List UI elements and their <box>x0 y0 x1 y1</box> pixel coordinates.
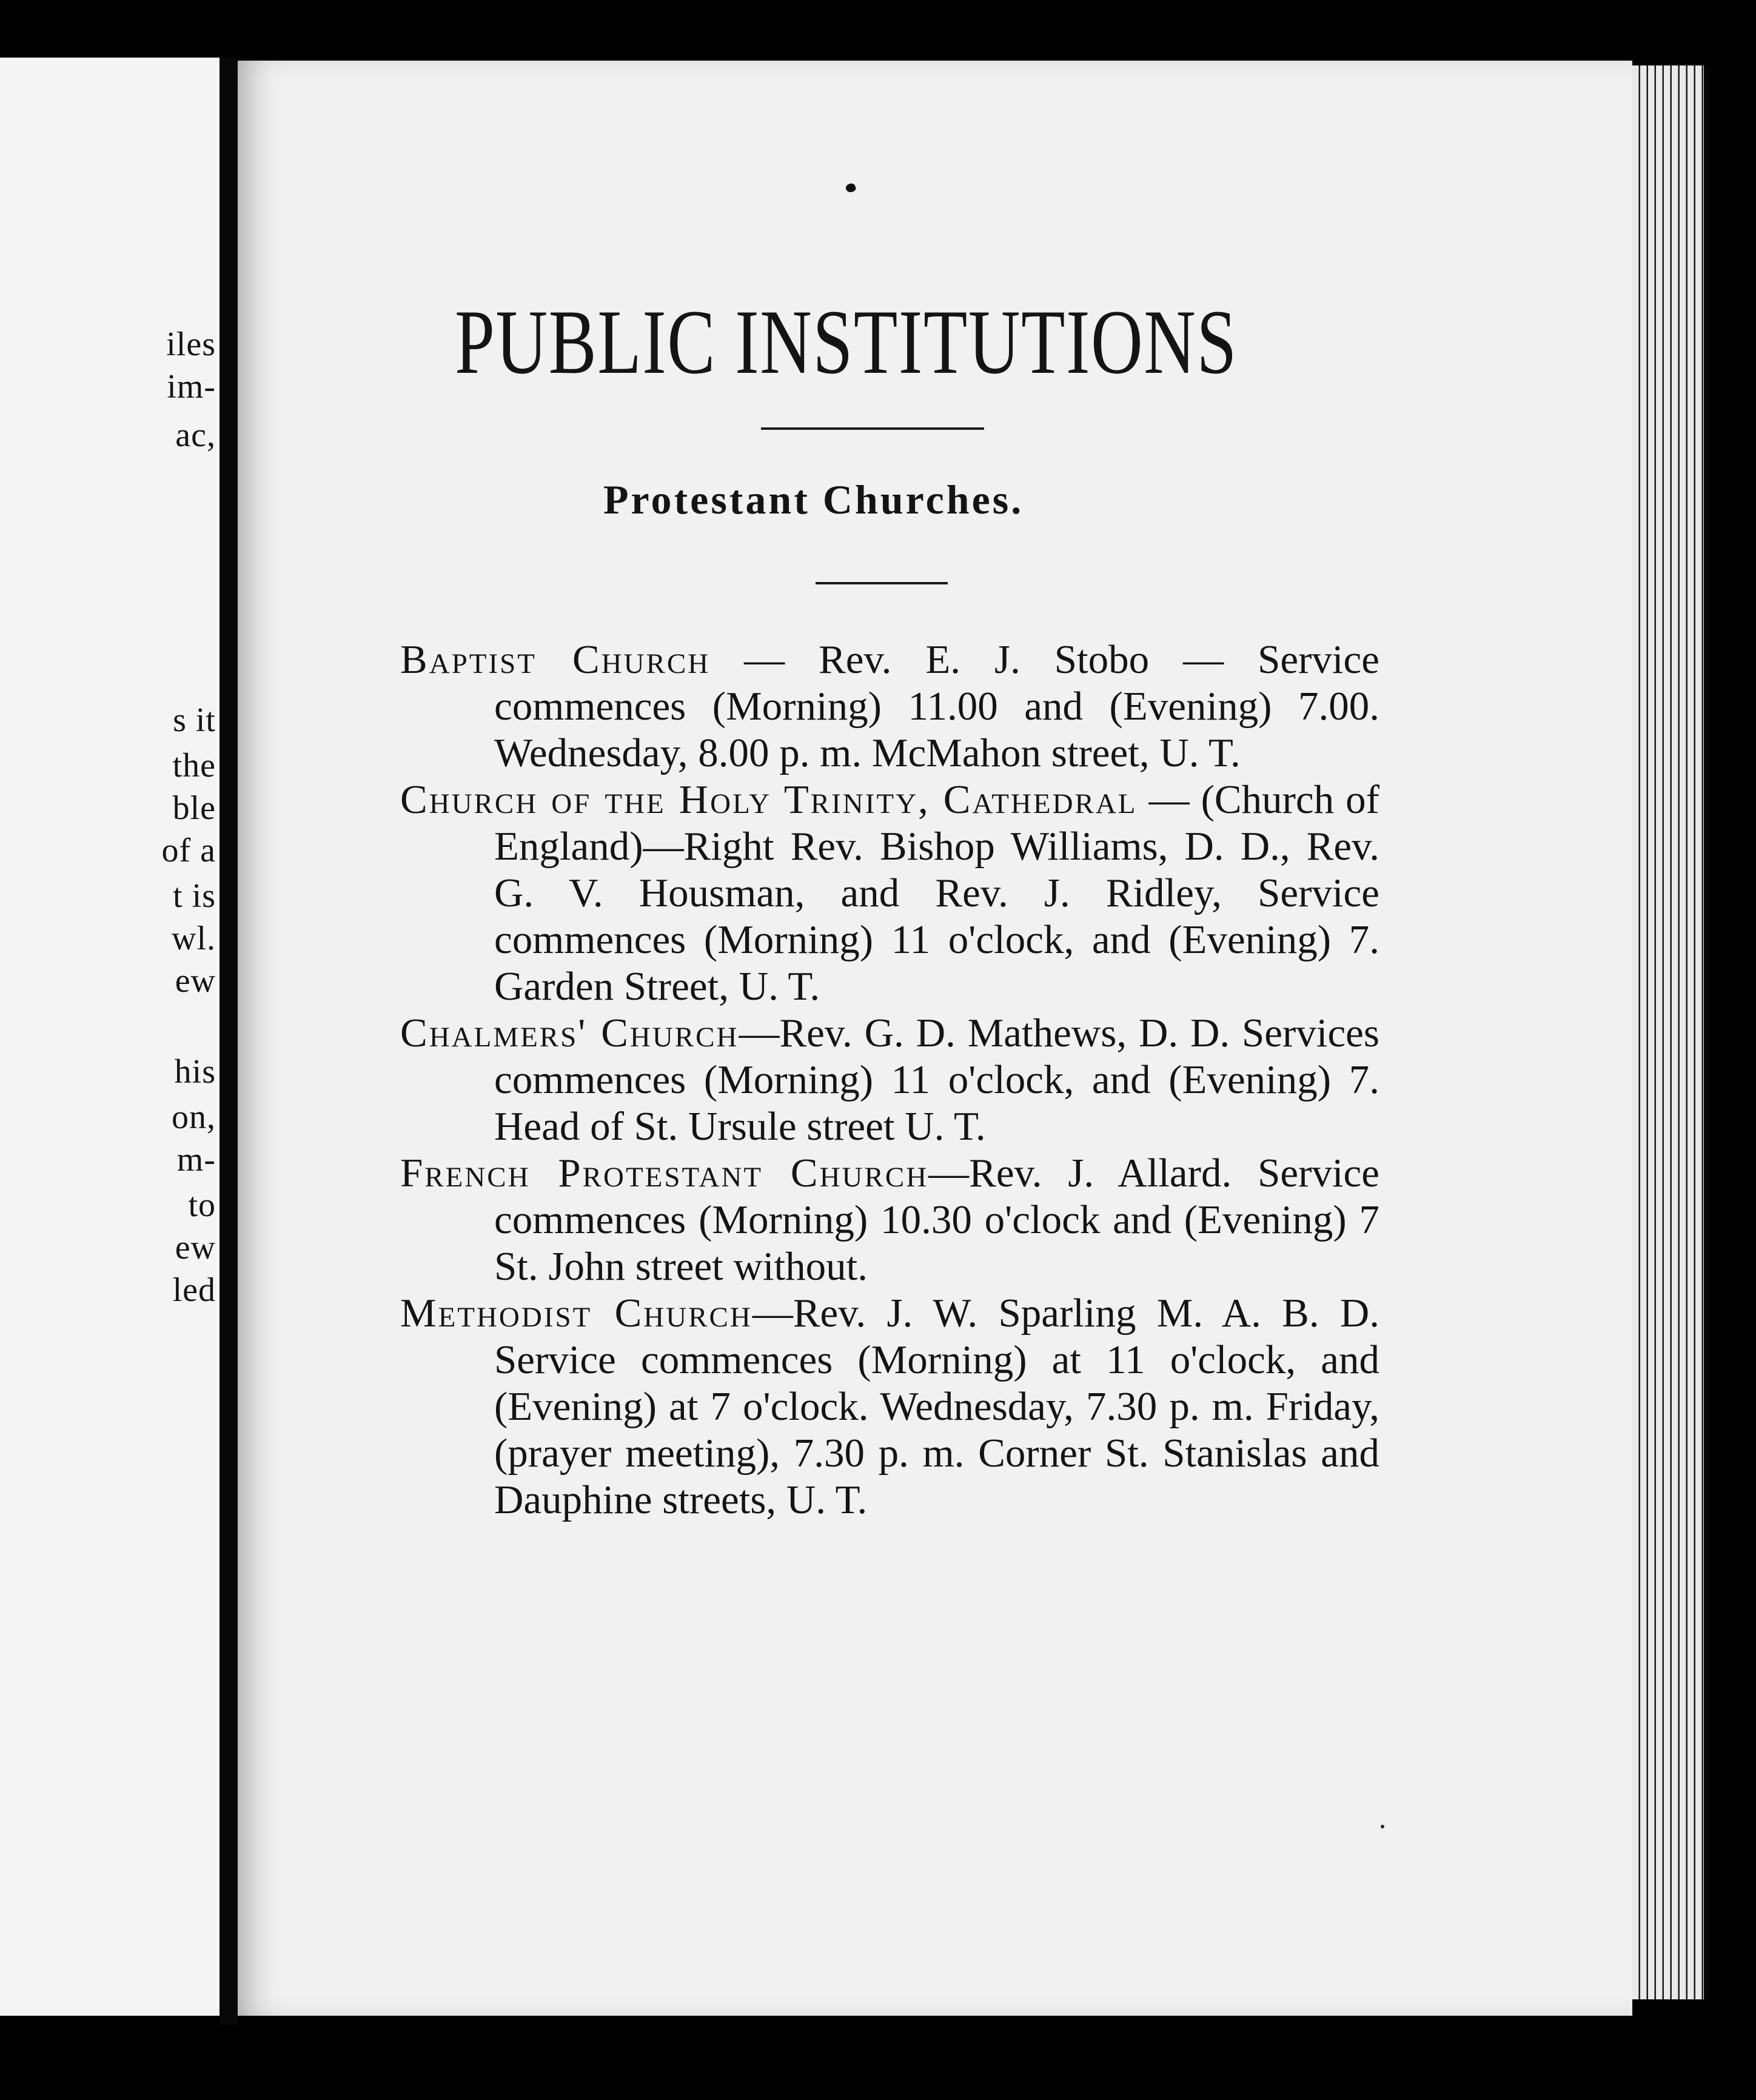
book-gutter <box>220 58 238 2025</box>
page-edges <box>1632 65 1710 1999</box>
church-details: —Rev. G. D. Mathews, D. D. Services commences (Morning) 11 o'clock, and (Evening) 7. Head of St. Ursule street U. T. <box>494 1011 1379 1149</box>
page-title: PUBLIC INSTITUTIONS <box>455 291 1238 393</box>
church-details: — (Church of England)—Right Rev. Bishop Williams, D. D., Rev. G. V. Housman, and Rev. J. Ridley, Service commences (Morning) 11 o'clock, and (Evening) 7. Garden Street, U. T. <box>494 777 1379 1009</box>
church-list <box>400 637 1379 1523</box>
church-name: Baptist Church <box>400 637 711 682</box>
speck <box>1381 1825 1384 1828</box>
left-page-line: wl. <box>172 920 216 957</box>
left-page-line: to <box>188 1186 216 1224</box>
left-page-line: im- <box>167 368 216 406</box>
left-page-line: t is <box>173 877 216 915</box>
church-name: Methodist Church <box>400 1291 752 1336</box>
church-entry-chalmers <box>400 1010 1379 1150</box>
left-page-line: led <box>172 1271 216 1309</box>
title-rule <box>761 427 984 430</box>
left-page-line: m- <box>176 1141 216 1179</box>
left-page-line: ew <box>175 962 216 1000</box>
church-details: — Rev. E. J. Stobo — Service commences (Morning) 11.00 and (Evening) 7.00. Wednesday, 8.00 p. m. McMahon street, U. T. <box>494 637 1379 775</box>
church-details: —Rev. J. W. Sparling M. A. B. D. Service commences (Morning) at 11 o'clock, and (Evening) at 7 o'clock. Wednesday, 7.30 p. m. Friday, (prayer meeting), 7.30 p. m. Corner St. Stanislas and Dauphine streets, U. T. <box>494 1291 1380 1522</box>
church-entry-baptist <box>400 637 1379 777</box>
left-page-fragment <box>0 58 223 2016</box>
church-entry-methodist <box>400 1290 1379 1523</box>
ink-smudge <box>845 182 857 194</box>
church-name: Chalmers' Church <box>400 1011 739 1055</box>
left-page-line: his <box>174 1053 216 1091</box>
left-page-line: ew <box>175 1229 216 1266</box>
church-name: Church of the Holy Trinity, Cathedral <box>400 777 1138 822</box>
church-entry-holy-trinity <box>400 777 1379 1010</box>
church-entry-french-protestant <box>400 1150 1379 1290</box>
left-page-line: of a <box>161 832 216 869</box>
section-rule <box>816 582 948 584</box>
left-page-line: s it <box>173 701 216 739</box>
left-page-line: ble <box>172 789 216 827</box>
left-page-line: the <box>172 747 216 784</box>
left-page-line: on, <box>172 1098 216 1136</box>
left-page-line: iles <box>166 326 216 363</box>
church-details: —Rev. J. Allard. Service commences (Morning) 10.30 o'clock and (Evening) 7 St. John street without. <box>494 1151 1379 1289</box>
left-page-line: ac, <box>175 416 216 454</box>
section-heading: Protestant Churches. <box>603 477 1024 523</box>
church-name: French Protestant Church <box>400 1151 929 1195</box>
